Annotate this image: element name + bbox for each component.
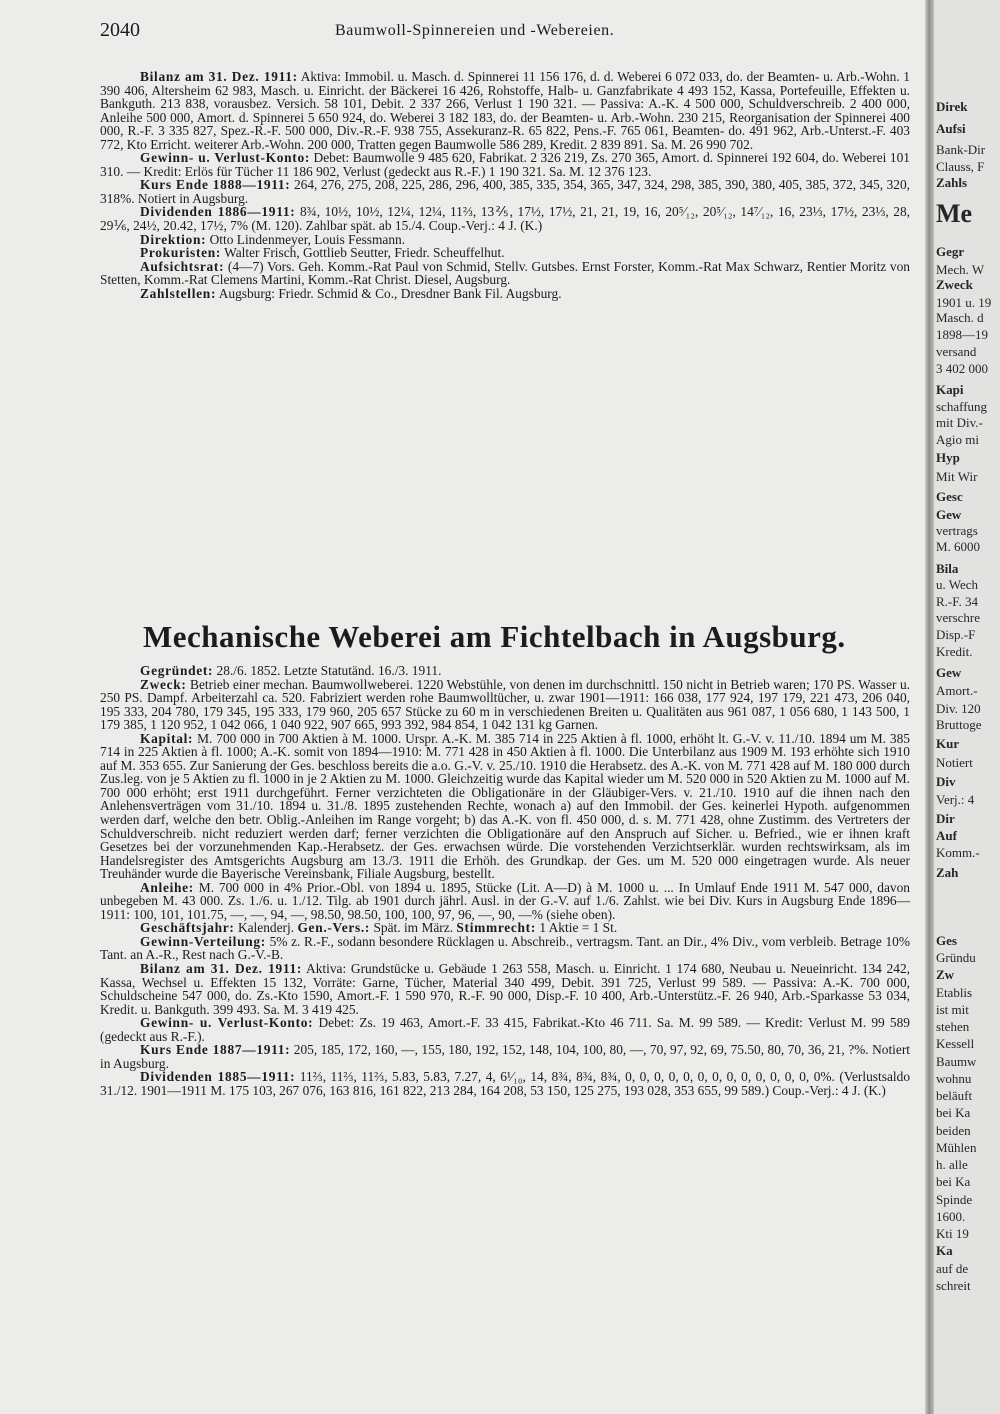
- adjacent-page-line: beläuft: [936, 1088, 973, 1103]
- adjacent-page-line: auf de: [936, 1261, 969, 1276]
- section-label: Prokuristen:: [140, 245, 222, 261]
- running-title: Baumwoll-Spinnereien und -Webereien.: [335, 22, 615, 39]
- adjacent-page-line: Ges: [936, 933, 957, 948]
- adjacent-page-line: Komm.-: [936, 845, 980, 860]
- section-text: Debet: Baumwolle 9 485 620, Fabrikat. 2 326 219, Zs. 270 365, Amort. d. Spinnerei 192 604, do. Weberei 101 310. — Kredit: Erlös für Tücher 11 186 902, Verlust (gedeckt aus R.-F.) 1 190 321. Sa. M. 12 376 123.: [100, 150, 910, 179]
- section-text: Betrieb einer mechan. Baumwollweberei. 1220 Webstühle, von denen im durchschnittl. 150 nicht in Betrieb waren; 170 PS. Wasser u. 250 PS. Dampf. Arbeiterzahl ca. 520. Fabriziert werden rohe Baumwolltücher, u. zwar 1901—1911: 166 038, 177 924, 197 179, 221 473, 206 040, 195 333, 204 780, 179 345, 195 333, 179 960, 205 657 Stücke zu 60 m in verschiedenen Breiten u. Qualitäten aus 961 087, 1 056 680, 1 143 500, 1 179 385, 1 120 952, 1 042 066, 1 040 922, 907 665, 993 392, 984 854, 1 042 131 kg Garnen.: [100, 676, 910, 733]
- adjacent-page-line: Mech. W: [936, 262, 985, 277]
- adjacent-page-line: Div: [936, 774, 956, 789]
- section-label: Geschäftsjahr:: [140, 920, 235, 936]
- section-text: 11⅔, 11⅔, 11⅔, 5.83, 5.83, 7.27, 4, 6¹⁄₁₀, 14, 8¾, 8¾, 8¾, 0, 0, 0, 0, 0, 0, 0, 0, 0, 0, 0, 0, 0, 0%. (Verlustsaldo 31./12. 1901—1911 M. 175 103, 267 076, 163 816, 161 822, 213 284, 164 208, 53 150, 125 275, 193 028, 353 655, 99 589.) Coup.-Verj.: 4 J. (K.): [100, 1069, 911, 1098]
- section-label: Gegründet:: [140, 663, 214, 678]
- adjacent-page-line: Agio mi: [936, 432, 979, 447]
- section-text: 205, 185, 172, 160, —, 155, 180, 192, 152, 148, 104, 100, 80, —, 70, 97, 92, 69, 75.50, 80, 70, 36, 21, ?%. Notiert in Augsburg.: [100, 1042, 911, 1071]
- adjacent-page-line: verschre: [936, 610, 981, 625]
- entry-company-2: [100, 664, 910, 1098]
- paragraph: [100, 1016, 910, 1043]
- adjacent-page-line: Masch. d: [936, 310, 984, 325]
- section-label: Gewinn- u. Verlust-Konto:: [140, 1015, 314, 1031]
- adjacent-page-line: 1901 u. 19: [936, 295, 992, 310]
- adjacent-page-line: Bila: [936, 561, 959, 576]
- adjacent-page-line: Div. 120: [936, 701, 981, 716]
- adjacent-page-line: Bruttoge: [936, 717, 982, 732]
- paragraph: [100, 246, 910, 260]
- adjacent-page-line: Gesc: [936, 489, 963, 504]
- section-text: 1 Aktie = 1 St.: [535, 920, 618, 936]
- adjacent-page-line: schaffung: [936, 399, 988, 414]
- adjacent-page-line: Gründu: [936, 950, 976, 965]
- section-label: Stimmrecht:: [456, 920, 536, 936]
- section-label: Dividenden 1885—1911:: [140, 1069, 296, 1085]
- adjacent-page-line: Bank-Dir: [936, 142, 986, 157]
- section-text: 5% z. R.-F., sodann besondere Rücklagen u. Abschreib., vertragsm. Tant. an Dir., 4% Div., vom verbleib. Betrage 10% Tant. an A.-R., Rest nach G.-V.-B.: [100, 933, 910, 963]
- section-text: Otto Lindenmeyer, Louis Fessmann.: [206, 231, 406, 247]
- section-label: Anleihe:: [140, 879, 194, 895]
- adjacent-page-line: R.-F. 34: [936, 594, 978, 609]
- section-text: 264, 276, 275, 208, 225, 286, 296, 400, 385, 335, 354, 365, 347, 324, 298, 385, 390, 380, 405, 385, 372, 345, 320, 318%. Notiert in Augsburg.: [100, 177, 911, 206]
- section-text: 28./6. 1852. Letzte Statutänd. 16./3. 1911.: [213, 663, 442, 678]
- section-label: Zweck:: [140, 676, 187, 692]
- section-label: Bilanz am 31. Dez. 1911:: [140, 69, 298, 84]
- section-label: Gewinn-Verteilung:: [140, 933, 266, 949]
- adjacent-page-line: Clauss, F: [936, 159, 985, 174]
- adjacent-page-line: 1898—19: [936, 327, 988, 342]
- company-title: Mechanische Weberei am Fichtelbach in Augsburg.: [143, 619, 846, 654]
- adjacent-page-line: Gegr: [936, 244, 965, 259]
- adjacent-page-line: Kredit.: [936, 644, 973, 659]
- section-text: Spät. im März.: [370, 920, 457, 936]
- section-text: M. 700 000 in 700 Aktien à M. 1000. Urspr. A.-K. M. 385 714 in 225 Aktien à fl. 1000, erhöht lt. G.-V. v. 11./10. 1894 um M. 385 714 in 225 Aktien à fl. 1000; A.-K. somit von 1894—1910: M. 771 428 in 450 Aktien à fl. 1000. Die Unterbilanz aus 1909 M. 193 erhöhte sich 1910 auf M. 353 655. Zur Sanierung der Ges. beschloss bereits die a.o. G.-V. v. 25./10. 1910 die Herabsetz. des A.-K. von M. 771 428 auf M. 180 000 durch Zus.leg. von je 5 Aktien zu fl. 1000 in je 2 Aktien zu M. 1000. Gleichzeitig wurde das Kapital wieder um M. 520 000 in 520 Aktien zu M. 1000 auf M. 700 000 erhöht; erst 1911 durchgeführt. Ferner verzichteten die Obligationäre in der Gläubiger-Vers. v. 21./10. 1910 auf die ihnen nach den Anlehensverträgen vom 31./10. 1894 u. 31./8. 1895 zustehenden Rechte, wonach a) auf den Immobil. der Ges. keinerlei Hypoth. aufgenommen werden darf, welche den betr. Oblig.-Anleihen im Range vorgeht; b) das A.-K. von fl. 450 000, d. s. M. 771 428, ohne Zustimm. des Vertreters der Schuldverschreib. nicht reduziert werden darf; ferner verzichten die Obligationäre auf den Anspruch auf Sicher. u. Befried., wie er ihnen kraft Gesetzes bei der vorzunehmenden Kap.-Herabsetz. der Ges. erwachsen würde. Die vorstehenden Verzichtserklär. wurden rechtswirksam, als im Handelsregister des Amtsgerichts Augsburg am 13./3. 1911 die Erhöh. des Grundkap. der Ges. um M. 520 000 eingetragen wurde. Als neuer Treuhänder wurde die Bayerische Vereinsbank, Filiale Augsburg, bestellt.: [100, 730, 910, 882]
- paragraph: [100, 1070, 910, 1097]
- adjacent-page-line: Zah: [936, 865, 959, 880]
- paragraph: [100, 260, 910, 287]
- adjacent-page-line: Hyp: [936, 450, 960, 465]
- adjacent-page-line: Kapi: [936, 382, 964, 397]
- paragraph: [100, 151, 910, 178]
- section-text: Walter Frisch, Gottlieb Seutter, Friedr. Scheuffelhut.: [221, 245, 505, 261]
- section-text: 8¾, 10½, 10½, 12¼, 12¼, 11⅔, 13⅖, 17½, 17½, 21, 21, 19, 16, 20⁵⁄₁₂, 20⁵⁄₁₂, 14⁷⁄₁₂, 16, 23⅓, 17½, 23⅓, 28, 29⅙, 24½, 20.42, 17½, 7% (M. 120). Zahlbar spät. ab 15./4. Coup.-Verj.: 4 J. (K.): [100, 204, 911, 234]
- paragraph: [100, 732, 910, 881]
- adjacent-page-line: Etablis: [936, 985, 973, 1000]
- adjacent-page-line: Disp.-F: [936, 627, 976, 642]
- adjacent-page-line: stehen: [936, 1019, 970, 1034]
- page-number: 2040: [100, 19, 140, 41]
- adjacent-page-line: 1600.: [936, 1209, 966, 1224]
- paragraph: [100, 678, 910, 732]
- adjacent-page-line: M. 6000: [936, 539, 981, 554]
- paragraph: [100, 205, 910, 232]
- adjacent-page-line: u. Wech: [936, 577, 979, 592]
- adjacent-page-line: Baumw: [936, 1054, 977, 1069]
- adjacent-page-line: Kti 19: [936, 1226, 969, 1241]
- adjacent-page-line: Gew: [936, 665, 962, 680]
- adjacent-page-line: vertrags: [936, 523, 978, 538]
- section-label: Gewinn- u. Verlust-Konto:: [140, 150, 311, 166]
- adjacent-page-line: schreit: [936, 1278, 971, 1293]
- section-text: Kalenderj.: [234, 920, 298, 936]
- page-header: [100, 18, 920, 42]
- adjacent-page-line: Zweck: [936, 277, 973, 292]
- section-text: Debet: Zs. 19 463, Amort.-F. 33 415, Fabrikat.-Kto 46 711. Sa. M. 99 589. — Kredit: Verlust M. 99 589 (gedeckt aus R.-F.).: [100, 1015, 911, 1044]
- adjacent-page-line: 3 402 000: [936, 361, 988, 376]
- section-text: M. 700 000 in 4% Prior.-Obl. von 1894 u. 1895, Stücke (Lit. A—D) à M. 1000 u. ... In Umlauf Ende 1911 M. 547 000, davon unbegeben M. 43 000. Zs. 1./6. u. 1./12. Tilg. ab 1901 durch jährl. Ausl. in der G.-V. auf 1./6. Zahlst. wie bei Div. Kurs in Augsburg Ende 1896—1911: 100, 101, 101.75, —, —, 94, —, 98.50, 98.50, 100, 100, 97, 96, —, 90, —% (siehe oben).: [100, 879, 910, 922]
- adjacent-page-line: Me: [936, 199, 973, 228]
- adjacent-page-line: ist mit: [936, 1002, 969, 1017]
- adjacent-page-line: Zw: [936, 967, 955, 982]
- adjacent-page-line: Direk: [936, 99, 968, 114]
- paragraph: [100, 881, 910, 922]
- adjacent-page-line: Ka: [936, 1243, 953, 1258]
- adjacent-page-line: Mühlen: [936, 1140, 977, 1155]
- paragraph: [100, 935, 910, 962]
- paragraph: [100, 1043, 910, 1070]
- adjacent-page-line: Notiert: [936, 755, 973, 770]
- adjacent-page-line: mit Div.-: [936, 415, 983, 430]
- section-text: Aktiva: Grundstücke u. Gebäude 1 263 558, Masch. u. Einricht. 1 174 680, Neubau u. Neueinricht. 134 242, Kassa, Wechsel u. Effekten 15 132, Vorräte: Garne, Tücher, Material 340 499, Debit. 391 725, Verlust 99 589. — Passiva: A.-K. 700 000, Schuldscheine 547 000, do. Zs.-Kto 1590, Amort.-F. 1 590 970, R.-F. 90 000, Disp.-F. 10 400, Arb.-Unterstütz.-F. 26 940, Arb.-Sparkasse 53 034, Kredit. u. Bankguth. 399 493. Sa. M. 3 419 425.: [100, 961, 910, 1017]
- adjacent-page-line: Gew: [936, 507, 962, 522]
- section-label: Kurs Ende 1887—1911:: [140, 1042, 291, 1058]
- paragraph: [100, 962, 910, 1016]
- entry-company-1: [100, 70, 910, 300]
- paragraph: [100, 664, 910, 678]
- adjacent-page-line: Dir: [936, 811, 955, 826]
- section-label: Kurs Ende 1888—1911:: [140, 177, 291, 193]
- adjacent-page-fragment: [934, 0, 1000, 1414]
- adjacent-page-line: Spinde: [936, 1192, 973, 1207]
- adjacent-page-line: Amort.-: [936, 683, 978, 698]
- adjacent-page-line: Kur: [936, 736, 960, 751]
- paragraph: [100, 70, 910, 151]
- section-text: Augsburg: Friedr. Schmid & Co., Dresdner Bank Fil. Augsburg.: [216, 285, 562, 301]
- section-text: Aktiva: Immobil. u. Masch. d. Spinnerei 11 156 176, d. d. Weberei 6 072 033, do. der Beamten- u. Arb.-Wohn. 1 390 406, Altersheim 62 983, Masch. u. Einricht. der Bäckerei 16 426, Rohstoffe, Halb- u. Ganzfabrikate 4 493 152, Kassa, Portefeuille, Effekten u. Bankguth. 213 838, vorausbez. Versich. 58 101, Debit. 2 337 266, Verlust 1 190 321. — Passiva: A.-K. 4 500 000, Schuldverschreib. 2 400 000, Anleihe 500 000, Amort. d. Spinnerei 5 650 924, do. Weberei 3 182 183, do. der Beamten- u. Arb.-Wohn. 230 215, Reorganisation der Spinnerei 400 000, R.-F. 3 335 827, Spez.-R.-F. 500 000, Div.-R.-F. 938 755, Assekuranz-R. 65 822, Pens.-F. 765 061, Beamten- do. 491 962, Arb.-Unterst.-F. 403 772, Kto Erricht. weiterer Arb.-Wohn. 200 000, Tratten gegen Baumwolle 586 289, Kredit. 2 839 891. Sa. M. 26 990 702.: [100, 69, 910, 152]
- paragraph: [100, 921, 910, 935]
- section-label: Direktion:: [140, 231, 207, 247]
- section-label: Kapital:: [140, 730, 194, 746]
- adjacent-page-line: versand: [936, 344, 977, 359]
- adjacent-page-line: Auf: [936, 828, 957, 843]
- section-label: Aufsichtsrat:: [140, 258, 225, 274]
- adjacent-page-line: Verj.: 4: [936, 792, 975, 807]
- adjacent-page-line: Aufsi: [936, 121, 966, 136]
- adjacent-page-line: Kessell: [936, 1036, 975, 1051]
- section-label: Bilanz am 31. Dez. 1911:: [140, 961, 303, 977]
- paragraph: [100, 178, 910, 205]
- section-label: Gen.-Vers.:: [297, 920, 371, 936]
- adjacent-page-line: bei Ka: [936, 1105, 971, 1120]
- book-gutter: [925, 0, 934, 1414]
- adjacent-page-line: bei Ka: [936, 1174, 971, 1189]
- section-text: (4—7) Vors. Geh. Komm.-Rat Paul von Schmid, Stellv. Gutsbes. Ernst Forster, Komm.-Rat Max Schwarz, Rentier Moritz von Stetten, Komm.-Rat Clemens Martini, Komm.-Rat Christ. Diesel, Augsburg.: [100, 258, 910, 288]
- adjacent-page-line: Zahls: [936, 175, 968, 190]
- adjacent-page-line: h. alle: [936, 1157, 968, 1172]
- paragraph: [100, 233, 910, 247]
- paragraph: [100, 287, 910, 301]
- section-label: Zahlstellen:: [140, 285, 217, 301]
- adjacent-page-line: beiden: [936, 1123, 971, 1138]
- section-label: Dividenden 1886—1911:: [140, 204, 296, 220]
- adjacent-page-line: wohnu: [936, 1071, 972, 1086]
- adjacent-page-line: Mit Wir: [936, 469, 978, 484]
